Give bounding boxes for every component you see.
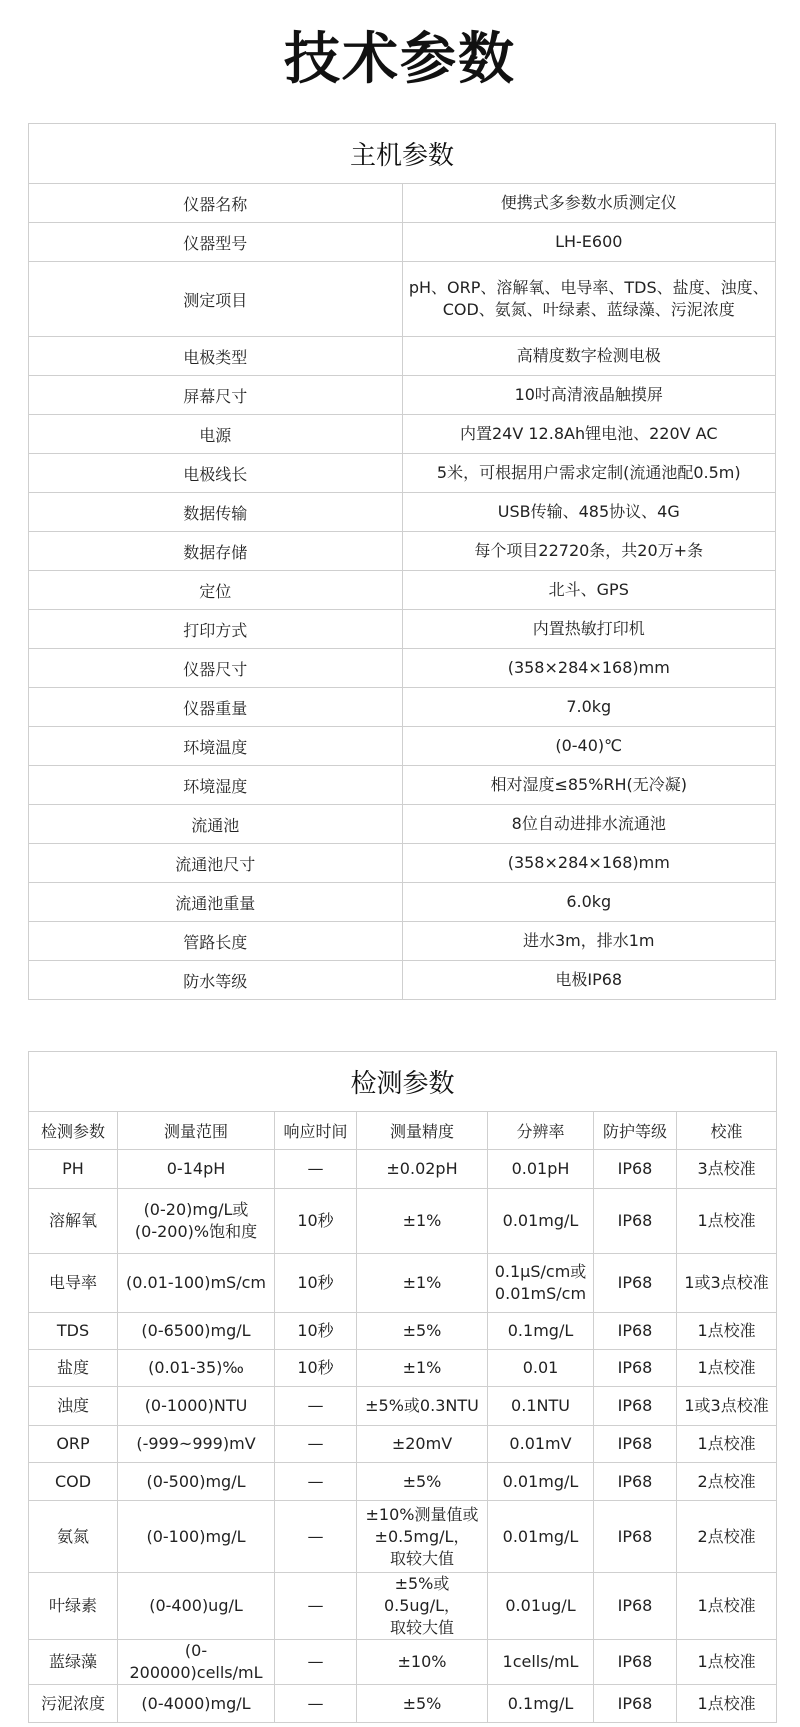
detection-row bbox=[29, 1640, 777, 1685]
detection-cell: IP68 bbox=[594, 1685, 677, 1723]
detection-column-header: 防护等级 bbox=[594, 1112, 677, 1150]
detection-cell: ±20mV bbox=[357, 1426, 488, 1463]
host-param-label: 仪器型号 bbox=[29, 223, 403, 262]
detection-cell: ±1% bbox=[357, 1254, 488, 1313]
detection-cell: (0-400)ug/L bbox=[118, 1573, 275, 1640]
host-param-label: 管路长度 bbox=[29, 922, 403, 961]
host-param-label: 流通池尺寸 bbox=[29, 844, 403, 883]
detection-cell: 1点校准 bbox=[677, 1426, 777, 1463]
detection-cell: (0-200000)cells/mL bbox=[118, 1640, 275, 1685]
host-param-label: 打印方式 bbox=[29, 610, 403, 649]
detection-row bbox=[29, 1254, 777, 1313]
host-param-row bbox=[29, 415, 776, 454]
detection-cell: 0.1μS/cm或 0.01mS/cm bbox=[488, 1254, 594, 1313]
detection-cell: ±5%或0.3NTU bbox=[357, 1387, 488, 1426]
host-param-label: 电极线长 bbox=[29, 454, 403, 493]
detection-cell: 1或3点校准 bbox=[677, 1254, 777, 1313]
detection-cell: 0.01mg/L bbox=[488, 1463, 594, 1501]
host-param-row bbox=[29, 727, 776, 766]
host-param-row bbox=[29, 844, 776, 883]
detection-cell: (0-1000)NTU bbox=[118, 1387, 275, 1426]
detection-row bbox=[29, 1685, 777, 1723]
detection-cell: ±1% bbox=[357, 1189, 488, 1254]
host-param-label: 定位 bbox=[29, 571, 403, 610]
host-param-value: 每个项目22720条，共20万+条 bbox=[402, 532, 776, 571]
host-param-value: pH、ORP、溶解氧、电导率、TDS、盐度、浊度、 COD、氨氮、叶绿素、蓝绿藻、污泥浓度 bbox=[402, 262, 776, 337]
detection-row bbox=[29, 1350, 777, 1387]
host-param-value: 6.0kg bbox=[402, 883, 776, 922]
detection-cell: 0-14pH bbox=[118, 1150, 275, 1189]
detection-cell: 1cells/mL bbox=[488, 1640, 594, 1685]
host-param-row bbox=[29, 805, 776, 844]
detection-cell: 0.01mg/L bbox=[488, 1189, 594, 1254]
host-param-label: 测定项目 bbox=[29, 262, 403, 337]
host-param-row bbox=[29, 337, 776, 376]
detection-cell: IP68 bbox=[594, 1350, 677, 1387]
detection-column-header: 测量精度 bbox=[357, 1112, 488, 1150]
host-param-value: 进水3m，排水1m bbox=[402, 922, 776, 961]
detection-cell: 0.01pH bbox=[488, 1150, 594, 1189]
detection-header-row bbox=[29, 1112, 777, 1150]
host-param-value: 内置热敏打印机 bbox=[402, 610, 776, 649]
detection-cell: IP68 bbox=[594, 1313, 677, 1350]
host-param-value: 10吋高清液晶触摸屏 bbox=[402, 376, 776, 415]
page-title: 技术参数 bbox=[284, 27, 516, 92]
detection-row bbox=[29, 1573, 777, 1640]
detection-cell: IP68 bbox=[594, 1150, 677, 1189]
host-param-row bbox=[29, 922, 776, 961]
detection-cell: 2点校准 bbox=[677, 1501, 777, 1573]
detection-cell: 氨氮 bbox=[29, 1501, 118, 1573]
detection-column-header: 测量范围 bbox=[118, 1112, 275, 1150]
host-param-label: 电源 bbox=[29, 415, 403, 454]
detection-cell: IP68 bbox=[594, 1254, 677, 1313]
host-param-value: 电极IP68 bbox=[402, 961, 776, 1000]
detection-cell: 3点校准 bbox=[677, 1150, 777, 1189]
detection-cell: 1点校准 bbox=[677, 1189, 777, 1254]
host-param-row bbox=[29, 961, 776, 1000]
detection-cell: TDS bbox=[29, 1313, 118, 1350]
host-param-row bbox=[29, 610, 776, 649]
detection-column-header: 响应时间 bbox=[275, 1112, 357, 1150]
detection-cell: 叶绿素 bbox=[29, 1573, 118, 1640]
detection-cell: 0.1NTU bbox=[488, 1387, 594, 1426]
detection-cell: — bbox=[275, 1640, 357, 1685]
host-param-label: 流通池重量 bbox=[29, 883, 403, 922]
detection-cell: IP68 bbox=[594, 1463, 677, 1501]
detection-row bbox=[29, 1150, 777, 1189]
host-param-value: 高精度数字检测电极 bbox=[402, 337, 776, 376]
host-param-value: 相对湿度≤85%RH(无冷凝) bbox=[402, 766, 776, 805]
host-param-value: (0-40)℃ bbox=[402, 727, 776, 766]
detection-cell: (-999~999)mV bbox=[118, 1426, 275, 1463]
detection-cell: ±5%或0.5ug/L， 取较大值 bbox=[357, 1573, 488, 1640]
detection-cell: ±10%测量值或 ±0.5mg/L， 取较大值 bbox=[357, 1501, 488, 1573]
detection-cell: — bbox=[275, 1150, 357, 1189]
detection-cell: 蓝绿藻 bbox=[29, 1640, 118, 1685]
detection-cell: 0.01mV bbox=[488, 1426, 594, 1463]
detection-cell: ±0.02pH bbox=[357, 1150, 488, 1189]
host-param-row bbox=[29, 532, 776, 571]
detection-cell: — bbox=[275, 1573, 357, 1640]
host-param-row bbox=[29, 493, 776, 532]
detection-row bbox=[29, 1313, 777, 1350]
detection-cell: (0-6500)mg/L bbox=[118, 1313, 275, 1350]
detection-cell: PH bbox=[29, 1150, 118, 1189]
detection-cell: 0.01 bbox=[488, 1350, 594, 1387]
detection-cell: 1点校准 bbox=[677, 1313, 777, 1350]
detection-column-header: 分辨率 bbox=[488, 1112, 594, 1150]
host-param-label: 数据传输 bbox=[29, 493, 403, 532]
detection-cell: — bbox=[275, 1426, 357, 1463]
host-param-row bbox=[29, 571, 776, 610]
detection-cell: 1点校准 bbox=[677, 1640, 777, 1685]
detection-cell: 2点校准 bbox=[677, 1463, 777, 1501]
detection-cell: IP68 bbox=[594, 1189, 677, 1254]
detection-cell: ±5% bbox=[357, 1313, 488, 1350]
host-param-label: 环境温度 bbox=[29, 727, 403, 766]
detection-row bbox=[29, 1387, 777, 1426]
host-param-value: 内置24V 12.8Ah锂电池、220V AC bbox=[402, 415, 776, 454]
detection-cell: IP68 bbox=[594, 1501, 677, 1573]
detection-cell: IP68 bbox=[594, 1426, 677, 1463]
host-param-label: 屏幕尺寸 bbox=[29, 376, 403, 415]
detection-cell: ORP bbox=[29, 1426, 118, 1463]
host-param-value: USB传输、485协议、4G bbox=[402, 493, 776, 532]
host-param-label: 流通池 bbox=[29, 805, 403, 844]
detection-cell: ±5% bbox=[357, 1685, 488, 1723]
detection-row bbox=[29, 1426, 777, 1463]
host-param-row bbox=[29, 376, 776, 415]
host-params-heading: 主机参数 bbox=[29, 124, 776, 184]
detection-cell: (0-100)mg/L bbox=[118, 1501, 275, 1573]
host-param-label: 防水等级 bbox=[29, 961, 403, 1000]
detection-cell: — bbox=[275, 1463, 357, 1501]
detection-cell: IP68 bbox=[594, 1387, 677, 1426]
detection-cell: ±1% bbox=[357, 1350, 488, 1387]
host-param-row bbox=[29, 454, 776, 493]
host-param-value: LH-E600 bbox=[402, 223, 776, 262]
detection-cell: 1或3点校准 bbox=[677, 1387, 777, 1426]
detection-params-table bbox=[28, 1051, 777, 1723]
detection-cell: 10秒 bbox=[275, 1350, 357, 1387]
detection-cell: (0.01-100)mS/cm bbox=[118, 1254, 275, 1313]
host-param-value: 8位自动进排水流通池 bbox=[402, 805, 776, 844]
host-params-heading-row bbox=[29, 124, 776, 184]
detection-cell: IP68 bbox=[594, 1573, 677, 1640]
host-param-row bbox=[29, 649, 776, 688]
host-param-row bbox=[29, 184, 776, 223]
detection-cell: 盐度 bbox=[29, 1350, 118, 1387]
detection-cell: 浊度 bbox=[29, 1387, 118, 1426]
detection-params-heading-row bbox=[29, 1052, 777, 1112]
host-params-table bbox=[28, 123, 776, 1000]
host-param-label: 环境湿度 bbox=[29, 766, 403, 805]
detection-column-header: 校准 bbox=[677, 1112, 777, 1150]
detection-cell: 0.1mg/L bbox=[488, 1685, 594, 1723]
host-param-row bbox=[29, 766, 776, 805]
detection-cell: (0-4000)mg/L bbox=[118, 1685, 275, 1723]
detection-cell: 电导率 bbox=[29, 1254, 118, 1313]
detection-cell: 10秒 bbox=[275, 1189, 357, 1254]
host-param-row bbox=[29, 262, 776, 337]
detection-cell: 污泥浓度 bbox=[29, 1685, 118, 1723]
host-param-value: 7.0kg bbox=[402, 688, 776, 727]
detection-cell: 0.1mg/L bbox=[488, 1313, 594, 1350]
detection-cell: 10秒 bbox=[275, 1313, 357, 1350]
detection-cell: — bbox=[275, 1501, 357, 1573]
host-param-row bbox=[29, 688, 776, 727]
detection-cell: ±5% bbox=[357, 1463, 488, 1501]
host-param-label: 仪器名称 bbox=[29, 184, 403, 223]
detection-cell: — bbox=[275, 1387, 357, 1426]
host-param-value: (358×284×168)mm bbox=[402, 844, 776, 883]
host-param-value: (358×284×168)mm bbox=[402, 649, 776, 688]
detection-cell: 1点校准 bbox=[677, 1350, 777, 1387]
detection-cell: 10秒 bbox=[275, 1254, 357, 1313]
detection-cell: 0.01ug/L bbox=[488, 1573, 594, 1640]
detection-cell: IP68 bbox=[594, 1640, 677, 1685]
host-param-value: 5米，可根据用户需求定制(流通池配0.5m) bbox=[402, 454, 776, 493]
detection-cell: — bbox=[275, 1685, 357, 1723]
host-param-row bbox=[29, 223, 776, 262]
detection-row bbox=[29, 1189, 777, 1254]
host-param-row bbox=[29, 883, 776, 922]
detection-cell: (0.01-35)‰ bbox=[118, 1350, 275, 1387]
detection-row bbox=[29, 1501, 777, 1573]
detection-cell: 0.01mg/L bbox=[488, 1501, 594, 1573]
detection-row bbox=[29, 1463, 777, 1501]
host-param-value: 便携式多参数水质测定仪 bbox=[402, 184, 776, 223]
detection-column-header: 检测参数 bbox=[29, 1112, 118, 1150]
detection-cell: 1点校准 bbox=[677, 1685, 777, 1723]
detection-cell: COD bbox=[29, 1463, 118, 1501]
host-param-label: 数据存储 bbox=[29, 532, 403, 571]
detection-cell: ±10% bbox=[357, 1640, 488, 1685]
detection-cell: (0-20)mg/L或 (0-200)%饱和度 bbox=[118, 1189, 275, 1254]
host-param-label: 电极类型 bbox=[29, 337, 403, 376]
detection-params-heading: 检测参数 bbox=[29, 1052, 777, 1112]
host-param-value: 北斗、GPS bbox=[402, 571, 776, 610]
host-param-label: 仪器尺寸 bbox=[29, 649, 403, 688]
detection-cell: 1点校准 bbox=[677, 1573, 777, 1640]
detection-cell: (0-500)mg/L bbox=[118, 1463, 275, 1501]
detection-cell: 溶解氧 bbox=[29, 1189, 118, 1254]
host-param-label: 仪器重量 bbox=[29, 688, 403, 727]
